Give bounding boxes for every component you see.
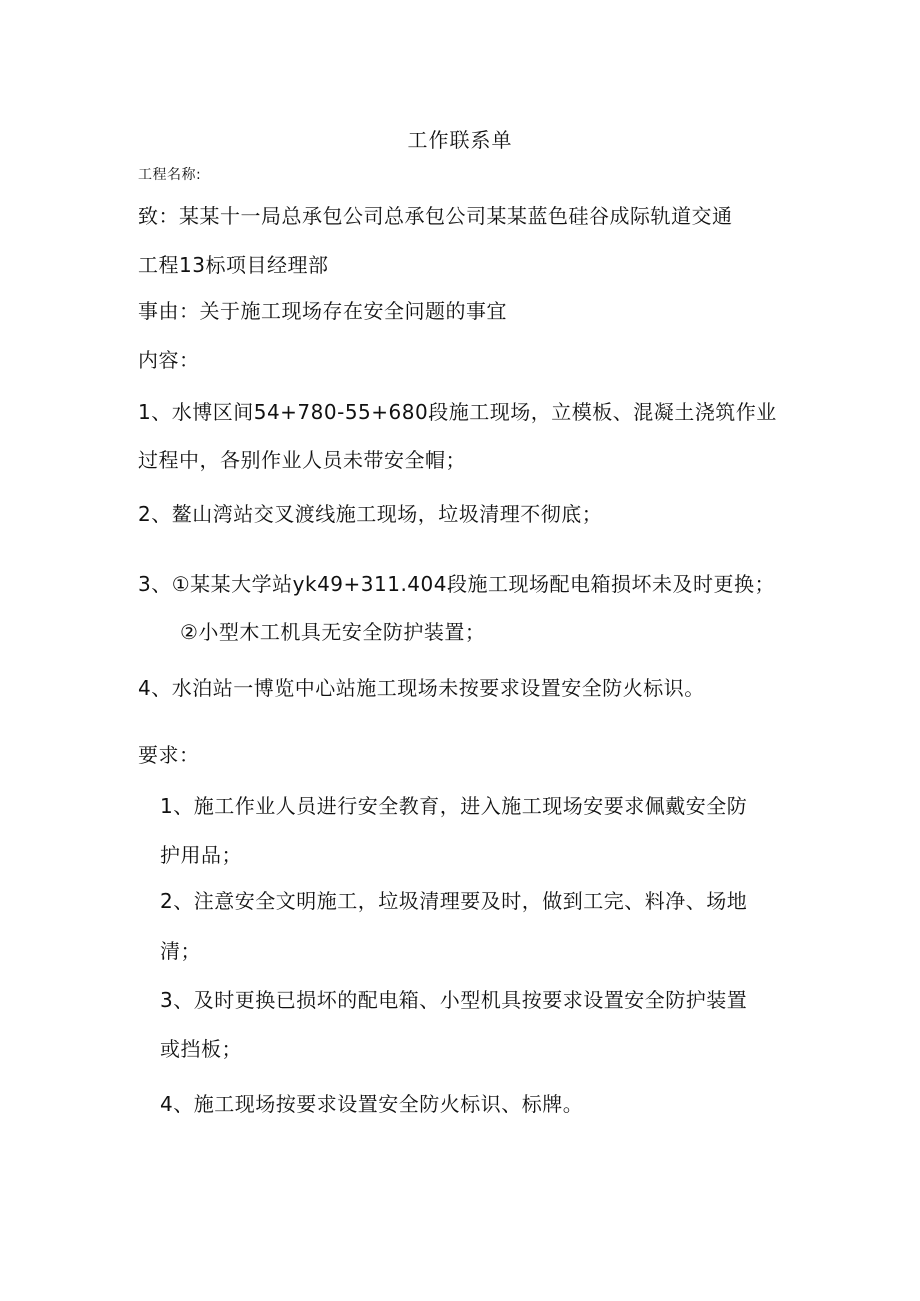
recipient-line-1: 致：某某十一局总承包公司总承包公司某某蓝色硅谷成际轨道交通 [138, 204, 733, 228]
requirement-item: 清； [160, 939, 201, 963]
issue-item: ②小型木工机具无安全防护装置； [180, 620, 486, 644]
issue-item: 过程中，各别作业人员未带安全帽； [138, 448, 466, 472]
requirement-item: 3、及时更换已损坏的配电箱、小型机具按要求设置安全防护装置 [160, 988, 748, 1012]
project-name-label: 工程名称: [138, 167, 202, 183]
requirement-item: 4、施工现场按要求设置安全防火标识、标牌。 [160, 1092, 584, 1116]
requirement-item: 1、施工作业人员进行安全教育，进入施工现场安要求佩戴安全防 [160, 794, 748, 818]
requirements-label: 要求： [138, 743, 200, 767]
subject-line: 事由：关于施工现场存在安全问题的事宜 [138, 299, 507, 323]
issue-item: 1、水博区间54+780-55+680段施工现场，立模板、混凝土浇筑作业 [138, 400, 777, 424]
requirement-item: 或挡板； [160, 1037, 242, 1061]
recipient-line-2: 工程13标项目经理部 [138, 253, 329, 277]
issue-item: 3、①某某大学站yk49+311.404段施工现场配电箱损坏未及时更换； [138, 572, 775, 596]
issue-item: 2、鳌山湾站交叉渡线施工现场，垃圾清理不彻底； [138, 502, 603, 526]
requirement-item: 2、注意安全文明施工，垃圾清理要及时，做到工完、料净、场地 [160, 889, 748, 913]
content-label: 内容： [138, 348, 200, 372]
document-title: 工作联系单 [407, 128, 513, 152]
issue-item: 4、水泊站一博览中心站施工现场未按要求设置安全防火标识。 [138, 676, 705, 700]
requirement-item: 护用品； [160, 843, 242, 867]
